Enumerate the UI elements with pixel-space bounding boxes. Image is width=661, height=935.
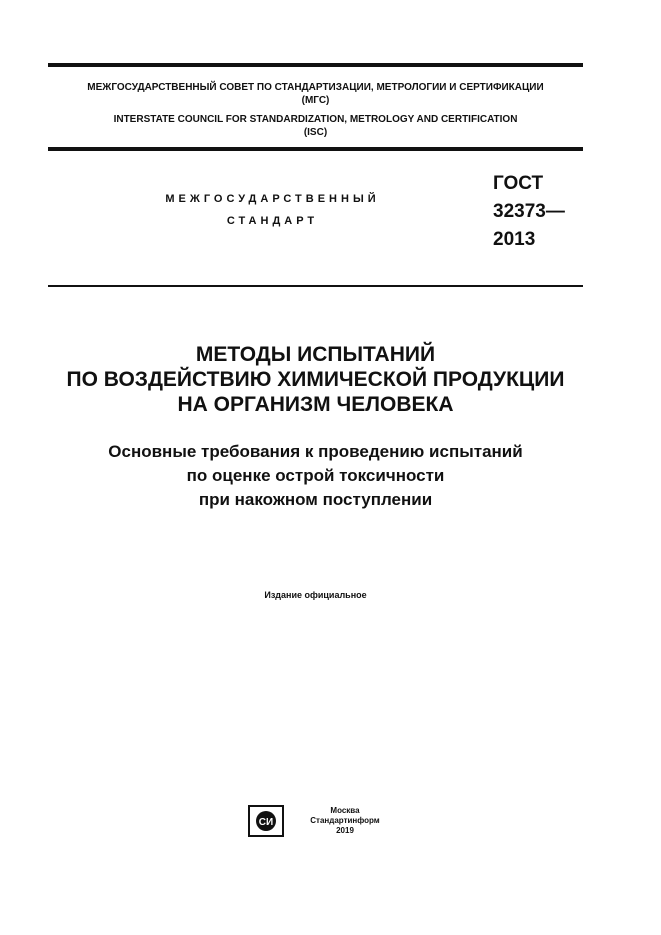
subtitle-line3: при накожном поступлении (198, 490, 433, 509)
gost-line2: 32373— (493, 201, 565, 222)
subtitle-line1: Основные требования к проведению испытаний (108, 442, 523, 461)
gost-line1: ГОСТ (493, 173, 544, 194)
council-en-name (48, 113, 583, 139)
council-ru-line1: МЕЖГОСУДАРСТВЕННЫЙ СОВЕТ ПО СТАНДАРТИЗАЦИИ, МЕТРОЛОГИИ И СЕРТИФИКАЦИИ (87, 82, 544, 93)
publisher-name: Стандартинформ (310, 816, 380, 825)
edition-note: Издание официальное (264, 590, 367, 600)
standard-label-line1: МЕЖГОСУДАРСТВЕННЫЙ (165, 193, 380, 205)
council-ru-name (48, 81, 583, 107)
document-subtitle (30, 440, 601, 512)
council-en-abbr: (ISC) (303, 127, 328, 138)
publisher-city: Москва (330, 806, 360, 815)
gost-number (493, 171, 565, 252)
council-en-line1: INTERSTATE COUNCIL FOR STANDARDIZATION, METROLOGY AND CERTIFICATION (113, 114, 518, 125)
gost-line3: 2013 (493, 229, 536, 250)
publisher-year: 2019 (336, 826, 354, 835)
middle-rule (48, 285, 583, 287)
council-ru-abbr: (МГС) (301, 95, 330, 106)
standard-label (150, 188, 395, 232)
title-line1: МЕТОДЫ ИСПЫТАНИЙ (195, 343, 436, 366)
top-rule (48, 63, 583, 67)
subtitle-line2: по оценке острой токсичности (186, 466, 445, 485)
logo-text: СИ (258, 817, 274, 828)
header-bottom-rule (48, 147, 583, 151)
publisher-info (290, 806, 400, 836)
title-line3: НА ОРГАНИЗМ ЧЕЛОВЕКА (177, 393, 454, 416)
title-line2: ПО ВОЗДЕЙСТВИЮ ХИМИЧЕСКОЙ ПРОДУКЦИИ (66, 368, 565, 391)
standard-label-line2: СТАНДАРТ (226, 215, 319, 227)
standartinform-logo-icon (248, 805, 284, 837)
document-title (30, 342, 601, 417)
